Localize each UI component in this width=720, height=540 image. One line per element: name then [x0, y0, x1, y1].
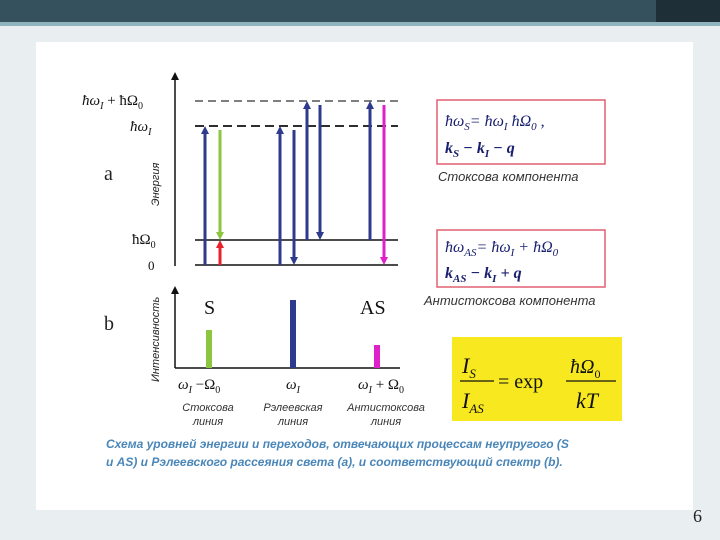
level-label-low: $ħ\Omega_0$: [132, 232, 156, 251]
antistokes-spectral-line: [374, 345, 380, 368]
rayleigh-line-caption-2: линия: [277, 416, 309, 428]
level-label-upper: $ħ\omega_I$ + $ħ\Omega_0$: [82, 93, 144, 112]
stokes-momentum-formula: $k_S - k_I - q$: [445, 140, 515, 160]
antistokes-line-caption-1: Антистоксова: [347, 402, 425, 414]
antistokes-frequency-label: $\omega_I + \Omega_0$: [358, 377, 405, 396]
level-label-mid: $ħ\omega_I$: [130, 119, 152, 138]
stokes-energy-formula: $ħ\omega_S=$ $ħ\omega_I$ $ħ\Omega_0$ ,: [445, 113, 545, 133]
stokes-component-title: Стоксова компонента: [438, 169, 579, 184]
page-number: 6: [693, 506, 702, 526]
ratio-denominator: $I_{AS}$: [462, 388, 484, 416]
ratio-numerator: $I_S$: [462, 353, 476, 381]
caption-line-2: и AS) и Рэлеевского рассеяния света (a), и соответствующий спектр (b).: [106, 455, 563, 469]
exp-denominator: kT: [576, 388, 598, 413]
caption-line-1: Схема уровней энергии и переходов, отвечающих процессам неупругого (S: [106, 437, 569, 451]
stokes-label: S: [204, 297, 216, 319]
stokes-frequency-label: $\omega_I -\Omega_0$: [178, 377, 221, 396]
stokes-spectral-line: [206, 330, 212, 368]
panel-a-label: a: [104, 163, 113, 185]
antistokes-label: AS: [360, 297, 386, 319]
rayleigh-frequency-label: $\omega_I$: [286, 377, 300, 396]
level-label-ground: 0: [148, 258, 155, 273]
antistokes-component-title: Антистоксова компонента: [424, 293, 596, 308]
antistokes-energy-formula: $ħ\omega_{AS}=$ $ħ\omega_I$ + $ħ\Omega_0$: [445, 239, 559, 259]
stokes-line-caption-1: Стоксова: [182, 402, 234, 414]
stokes-line-caption-2: линия: [192, 416, 224, 428]
rayleigh-line-caption-1: Рэлеевская: [263, 402, 323, 414]
antistokes-line-caption-2: линия: [370, 416, 402, 428]
ratio-exp: = exp: [498, 371, 544, 393]
energy-axis-label: Энергия: [150, 162, 162, 206]
exp-numerator: $ħ\Omega_0$: [570, 356, 601, 381]
antistokes-momentum-formula: $k_{AS} - k_I + q$: [445, 265, 522, 285]
intensity-axis-label: Интенсивность: [150, 296, 162, 382]
panel-b-label: b: [104, 313, 114, 335]
rayleigh-spectral-line: [290, 300, 296, 368]
